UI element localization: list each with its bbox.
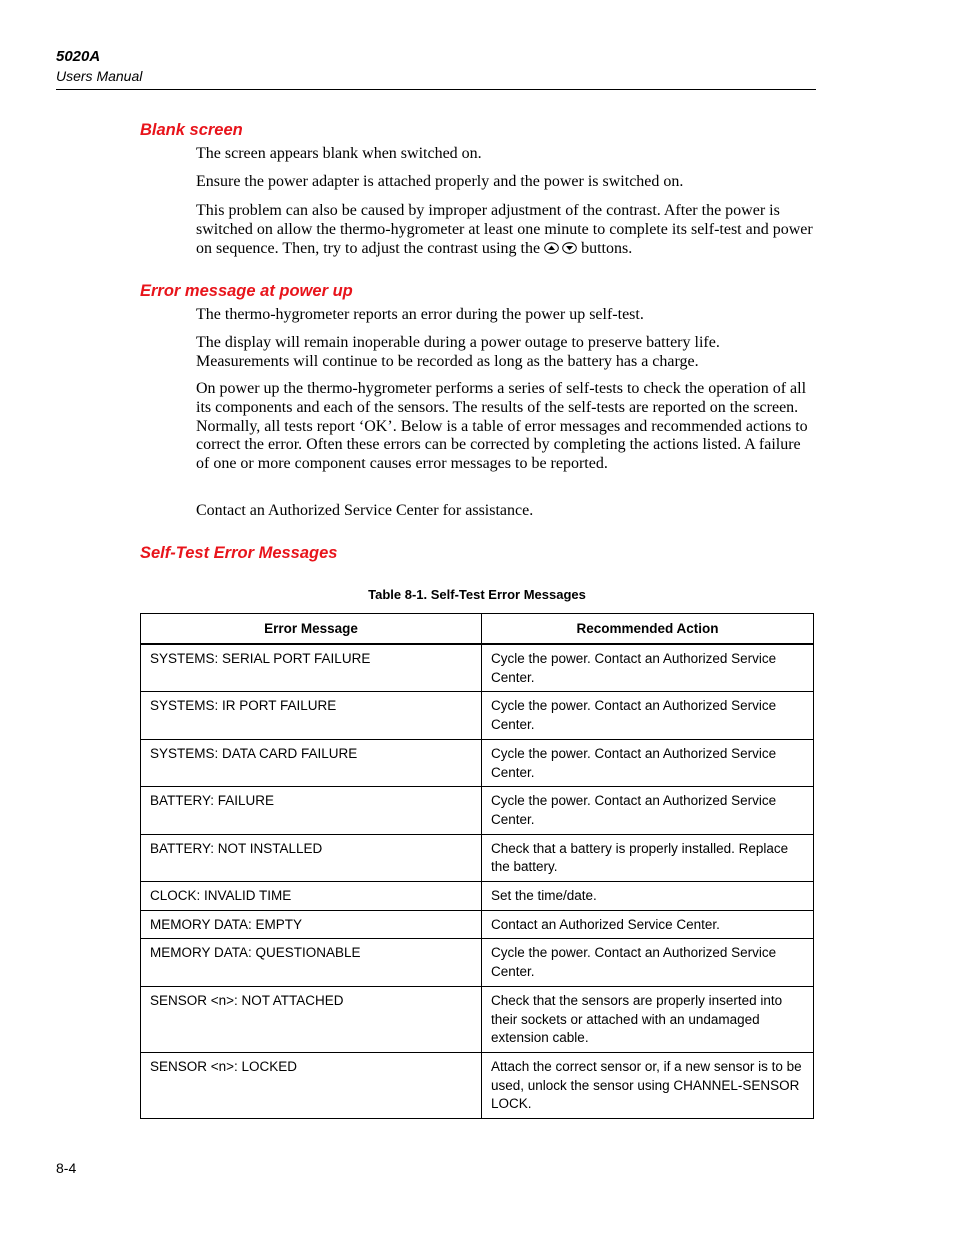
error-message-cell: SYSTEMS: SERIAL PORT FAILURE	[141, 644, 482, 692]
table-row	[141, 644, 814, 692]
contrast-paragraph-tail: buttons.	[577, 239, 633, 257]
table-row	[141, 787, 814, 834]
recommended-action-cell: Contact an Authorized Service Center.	[482, 910, 814, 939]
document-subtitle: Users Manual	[56, 68, 143, 84]
document-model: 5020A	[56, 48, 101, 65]
paragraph: The thermo-hygrometer reports an error during the power up self-test.	[196, 306, 644, 323]
recommended-action-cell: Cycle the power. Contact an Authorized Service Center.	[482, 787, 814, 834]
section-heading-self-test: Self-Test Error Messages	[140, 544, 338, 562]
table-row	[141, 692, 814, 739]
up-arrow-button-icon	[544, 242, 559, 254]
table-header-row	[141, 614, 814, 645]
table-row	[141, 882, 814, 911]
error-message-cell: SENSOR <n>: LOCKED	[141, 1052, 482, 1118]
column-header-error-message: Error Message	[141, 614, 482, 645]
table-row	[141, 986, 814, 1052]
section-heading-blank-screen: Blank screen	[140, 121, 243, 139]
page-number: 8-4	[56, 1160, 77, 1176]
column-header-recommended-action: Recommended Action	[482, 614, 814, 645]
table-row	[141, 1052, 814, 1118]
error-message-cell: SYSTEMS: IR PORT FAILURE	[141, 692, 482, 739]
recommended-action-cell: Cycle the power. Contact an Authorized Service Center.	[482, 644, 814, 692]
error-message-cell: BATTERY: NOT INSTALLED	[141, 834, 482, 881]
recommended-action-cell: Check that a battery is properly installed. Replace the battery.	[482, 834, 814, 881]
paragraph: Ensure the power adapter is attached properly and the power is switched on.	[196, 173, 684, 190]
paragraph: The screen appears blank when switched on.	[196, 145, 482, 162]
recommended-action-cell: Check that the sensors are properly inserted into their sockets or attached with an undamaged extension cable.	[482, 986, 814, 1052]
error-message-cell: MEMORY DATA: QUESTIONABLE	[141, 939, 482, 986]
recommended-action-cell: Attach the correct sensor or, if a new sensor is to be used, unlock the sensor using CHANNEL-SENSOR LOCK.	[482, 1052, 814, 1118]
down-arrow-button-icon	[562, 242, 577, 254]
paragraph: The display will remain inoperable during a power outage to preserve battery life. Measurements will continue to be recorded as long as the battery has a charge.	[196, 334, 720, 370]
error-messages-table	[140, 613, 814, 1119]
contrast-paragraph	[196, 202, 814, 258]
error-message-cell: CLOCK: INVALID TIME	[141, 882, 482, 911]
recommended-action-cell: Cycle the power. Contact an Authorized Service Center.	[482, 939, 814, 986]
recommended-action-cell: Set the time/date.	[482, 882, 814, 911]
table-row	[141, 939, 814, 986]
table-row	[141, 834, 814, 881]
paragraph: Contact an Authorized Service Center for assistance.	[196, 502, 534, 519]
error-message-cell: SENSOR <n>: NOT ATTACHED	[141, 986, 482, 1052]
table-caption: Table 8-1. Self-Test Error Messages	[368, 587, 586, 602]
table-row	[141, 739, 814, 786]
recommended-action-cell: Cycle the power. Contact an Authorized Service Center.	[482, 739, 814, 786]
error-message-cell: SYSTEMS: DATA CARD FAILURE	[141, 739, 482, 786]
recommended-action-cell: Cycle the power. Contact an Authorized Service Center.	[482, 692, 814, 739]
error-message-cell: MEMORY DATA: EMPTY	[141, 910, 482, 939]
header-divider	[56, 89, 816, 90]
contrast-paragraph-text: This problem can also be caused by improper adjustment of the contrast. After the power is switched on allow the thermo-hygrometer at least one minute to complete its self-test and power on sequence. Then, try to adjust the contrast using the	[196, 202, 813, 257]
error-message-cell: BATTERY: FAILURE	[141, 787, 482, 834]
table-row	[141, 910, 814, 939]
section-heading-error-message: Error message at power up	[140, 282, 353, 300]
paragraph: On power up the thermo-hygrometer performs a series of self-tests to check the operation of all its components and each of the sensors. The results of the self-tests are reported on the screen. Normally, all tests report ‘OK’. Below is a table of error messages and recommended actions to correct the error. Often these errors can be corrected by completing the actions listed. A failure of one or more component causes error messages to be reported.	[196, 380, 808, 473]
